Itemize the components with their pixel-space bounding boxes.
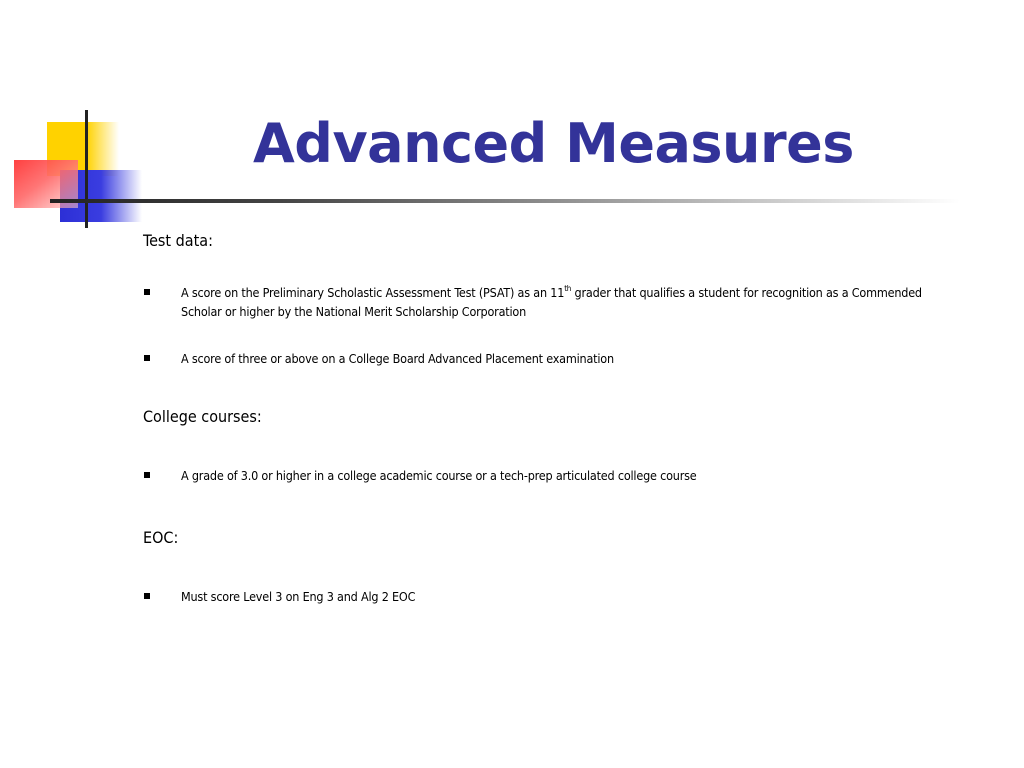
list-item-eoc-score: Must score Level 3 on Eng 3 and Alg 2 EOC: [143, 587, 943, 606]
eoc-list: [143, 587, 943, 606]
section-heading-test-data: Test data:: [143, 231, 213, 250]
superscript-th: th: [564, 284, 572, 293]
psat-text-end: grader that qualifies a student for recognition as a Commended Scholar or higher by the National Merit Scholarship Corporation: [181, 285, 922, 319]
slide-title: Advanced Measures: [253, 112, 854, 175]
section-heading-eoc: EOC:: [143, 528, 179, 547]
title-underline: [50, 199, 960, 203]
college-courses-list: [143, 466, 943, 485]
vertical-rule: [85, 110, 88, 228]
psat-text-start: A score on the Preliminary Scholastic Assessment Test (PSAT) as an 11: [181, 285, 565, 300]
decorative-squares-logo: [0, 0, 180, 240]
slide-content: [143, 228, 943, 606]
list-item-college-grade: A grade of 3.0 or higher in a college academic course or a tech-prep articulated college course: [143, 466, 943, 485]
test-data-list: [143, 283, 943, 368]
section-heading-college-courses: College courses:: [143, 407, 262, 426]
list-item-psat: [143, 283, 943, 321]
list-item-ap-exam: A score of three or above on a College Board Advanced Placement examination: [143, 349, 943, 368]
